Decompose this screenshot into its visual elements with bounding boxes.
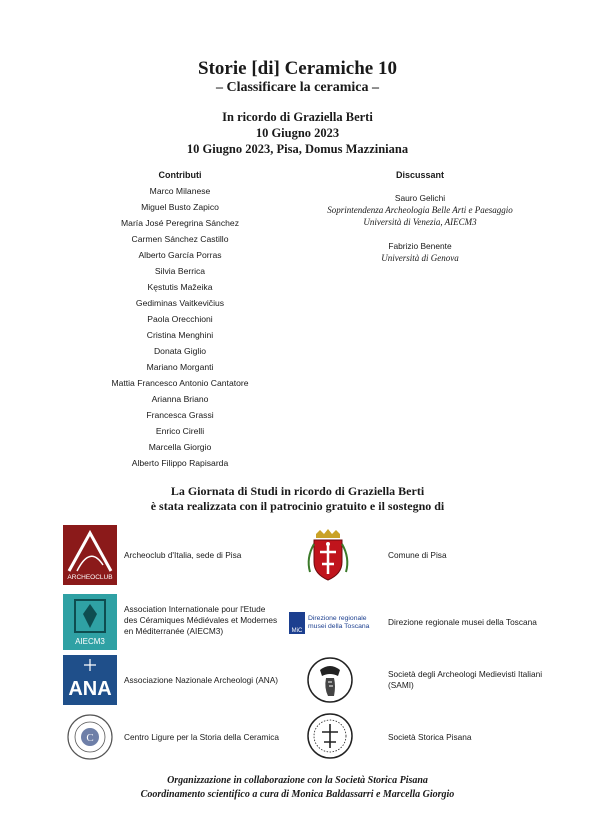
list-item: Donata Giglio: [153, 346, 207, 356]
direzione-logo-line: musei della Toscana: [308, 623, 370, 630]
list-item: Carmen Sánchez Castillo: [131, 234, 229, 244]
giornata-line-2: è stata realizzata con il patrocinio gratuito e il sostegno di: [150, 499, 445, 513]
discussant-affiliation: Università di Genova: [381, 253, 459, 263]
page-title: Storie [di] Ceramiche 10: [198, 58, 397, 79]
giornata-line-1: La Giornata di Studi in ricordo di Graziella Berti: [170, 484, 425, 498]
centro-ligure-logo: [66, 713, 114, 761]
direzione-logo-line: Direzione regionale: [308, 615, 367, 622]
list-item: Kęstutis Mažeika: [147, 282, 213, 292]
aiecm3-logo: [63, 594, 117, 650]
direzione-musei-logo: [289, 611, 381, 635]
sponsor-aiecm3-label-line: en Méditerranée (AIECM3): [124, 626, 224, 636]
list-item: Gediminas Vaitkevičius: [135, 298, 225, 308]
discussant-name: Sauro Gelichi: [394, 193, 446, 203]
sponsor-ana-label: Associazione Nazionale Archeologi (ANA): [124, 675, 279, 685]
list-item: Marcella Giorgio: [148, 442, 212, 452]
contributi-heading: Contributi: [158, 170, 202, 180]
sponsor-comune-label: Comune di Pisa: [388, 550, 447, 560]
footer-coordinamento: Coordinamento scientifico a cura di Monica Baldassarri e Marcella Giorgio: [140, 789, 455, 800]
ana-logo: [63, 655, 117, 705]
footer-organizzazione: Organizzazione in collaborazione con la Società Storica Pisana: [167, 775, 428, 786]
discussant-affiliation: Soprintendenza Archeologia Belle Arti e Paesaggio: [327, 205, 513, 215]
svg-text:C: C: [86, 732, 94, 744]
archeoclub-logo-text: ARCHEOCLUB: [67, 574, 113, 581]
discussant-affiliation: Università di Venezia, AIECM3: [363, 217, 477, 227]
list-item: Cristina Menghini: [146, 330, 214, 340]
list-item: Mattia Francesco Antonio Cantatore: [111, 378, 249, 388]
page-subtitle: – Classificare la ceramica –: [215, 80, 380, 95]
event-date-place: 10 Giugno 2023, Pisa, Domus Mazziniana: [186, 142, 409, 156]
list-item: Francesca Grassi: [146, 410, 214, 420]
contributi-list: [90, 183, 270, 471]
aiecm3-logo-text: AIECM3: [75, 637, 105, 646]
list-item: Silvia Berrica: [154, 266, 206, 276]
discussant-name: Fabrizio Benente: [388, 241, 452, 251]
sponsor-sami-label-line: Società degli Archeologi Medievisti Italiani: [388, 669, 543, 679]
sponsor-centro-label: Centro Ligure per la Storia della Ceramica: [124, 732, 279, 742]
archeoclub-logo: [63, 525, 117, 585]
societa-storica-pisana-logo: [306, 712, 354, 760]
mic-mark: MiC: [289, 612, 305, 634]
discussant-block: [320, 192, 520, 264]
ana-logo-text: ANA: [68, 678, 112, 700]
sponsor-sami-label-line: (SAMI): [388, 680, 414, 690]
direzione-logo-text: [308, 615, 369, 631]
list-item: Marco Milanese: [149, 186, 211, 196]
sponsor-ssp-label: Società Storica Pisana: [388, 732, 472, 742]
sponsor-direzione-label: Direzione regionale musei della Toscana: [388, 617, 537, 627]
sponsor-aiecm3-label-line: des Céramiques Médiévales et Modernes: [124, 615, 278, 625]
event-date: 10 Giugno 2023: [255, 126, 340, 140]
memorial-line: In ricordo di Graziella Berti: [222, 110, 373, 124]
list-item: Alberto García Porras: [138, 250, 222, 260]
list-item: Paola Orecchioni: [147, 314, 213, 324]
list-item: Arianna Briano: [151, 394, 209, 404]
discussant-heading: Discussant: [395, 170, 445, 180]
sponsor-aiecm3-label: [124, 604, 277, 637]
sponsor-sami-label: [388, 669, 542, 691]
list-item: Miguel Busto Zapico: [141, 202, 219, 212]
list-item: Mariano Morganti: [146, 362, 214, 372]
list-item: Alberto Filippo Rapisarda: [131, 458, 229, 468]
comune-pisa-crest: [304, 528, 352, 586]
sami-logo: [306, 656, 354, 704]
sponsor-archeoclub-label: Archeoclub d'Italia, sede di Pisa: [124, 550, 242, 560]
sponsor-aiecm3-label-line: Association Internationale pour l'Etude: [124, 604, 266, 614]
list-item: María José Peregrina Sánchez: [121, 218, 239, 228]
list-item: Enrico Cirelli: [155, 426, 205, 436]
